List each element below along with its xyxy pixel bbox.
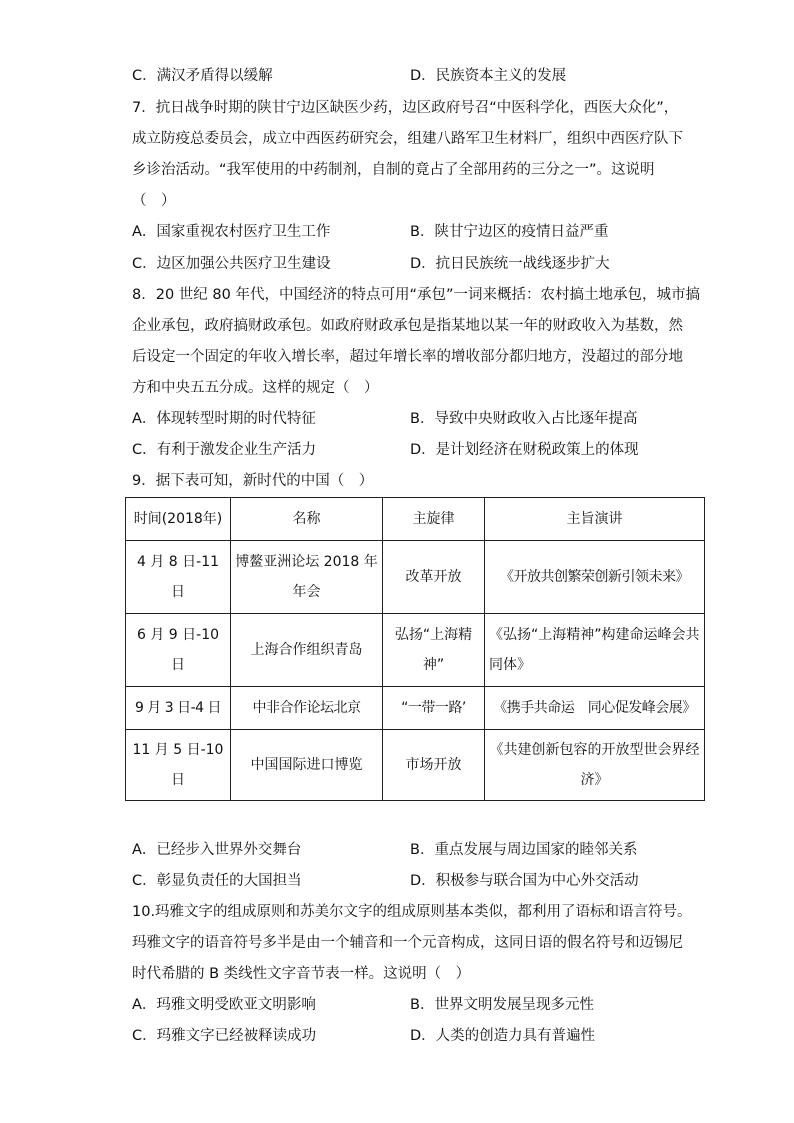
q9-option-c: C．彰显负责任的大国担当 — [132, 873, 302, 889]
q7-option-a: A．国家重视农村医疗卫生工作 — [132, 224, 331, 240]
cell-keynote: 《弘扬“上海精神”构建命运峰会共同体》 — [485, 614, 705, 687]
cell-name: 中国国际进口博览 — [231, 730, 383, 801]
q8-stem-line-3: 后设定一个固定的年收入增长率，超过年增长率的增收部分都归地方，没超过的部分地 — [132, 349, 683, 365]
q10-option-c: C．玛雅文字已经被释读成功 — [132, 1028, 317, 1044]
cell-time: 9 月 3 日-4 日 — [126, 687, 231, 730]
cell-keynote: 《共建创新包容的开放型世会界经济》 — [485, 730, 705, 801]
table-row — [126, 687, 705, 730]
cell-time: 4 月 8 日-11 日 — [126, 541, 231, 614]
cell-name: 博鳌亚洲论坛 2018 年年会 — [231, 541, 383, 614]
q9-stem: 9．据下表可知，新时代的中国（ ） — [132, 473, 374, 489]
q6-option-c: C．满汉矛盾得以缓解 — [132, 68, 273, 84]
q7-option-c: C．边区加强公共医疗卫生建设 — [132, 256, 331, 272]
header-name: 名称 — [231, 498, 383, 541]
q10-option-b: B．世界文明发展呈现多元性 — [410, 997, 594, 1013]
q10-stem-line-1: 10.玛雅文字的组成原则和苏美尔文字的组成原则基本类似，都利用了语标和语言符号。 — [132, 904, 692, 920]
cell-theme: “一带一路’ — [383, 687, 485, 730]
q9-option-a: A．已经步入世界外交舞台 — [132, 842, 302, 858]
q7-option-b: B．陕甘宁边区的疫情日益严重 — [410, 224, 609, 240]
cell-theme: 改革开放 — [383, 541, 485, 614]
cell-name: 上海合作组织青岛 — [231, 614, 383, 687]
q9-option-b: B．重点发展与周边国家的睦邻关系 — [410, 842, 638, 858]
cell-theme: 市场开放 — [383, 730, 485, 801]
q8-option-d: D．是计划经济在财税政策上的体现 — [410, 442, 639, 458]
header-keynote: 主旨演讲 — [485, 498, 705, 541]
cell-keynote: 《开放共创繁荣创新引领未来》 — [485, 541, 705, 614]
q6-option-d: D．民族资本主义的发展 — [410, 68, 567, 84]
q10-option-d: D．人类的创造力具有普遍性 — [410, 1028, 596, 1044]
q7-stem-line-3: 乡诊治活动。“我军使用的中药制剂，自制的竟占了全部用药的三分之一”。这说明 — [132, 162, 655, 178]
cell-time: 11 月 5 日-10 日 — [126, 730, 231, 801]
header-theme: 主旋律 — [383, 498, 485, 541]
header-time: 时间(2018年) — [126, 498, 231, 541]
events-table — [125, 497, 705, 801]
table-row — [126, 730, 705, 801]
table-row — [126, 614, 705, 687]
table-row — [126, 541, 705, 614]
cell-name: 中非合作论坛北京 — [231, 687, 383, 730]
q7-stem-line-4: （ ） — [132, 193, 176, 209]
q10-stem-line-3: 时代希腊的 B 类线性文字音节表一样。这说明（ ） — [132, 966, 471, 982]
cell-time: 6 月 9 日-10 日 — [126, 614, 231, 687]
q8-option-b: B．导致中央财政收入占比逐年提高 — [410, 411, 638, 427]
cell-keynote: 《携手共命运 同心促发峰会展》 — [485, 687, 705, 730]
q7-stem-line-2: 成立防疫总委员会，成立中西医药研究会，组建八路军卫生材料厂，组织中西医疗队下 — [132, 131, 683, 147]
q10-stem-line-2: 玛雅文字的语音符号多半是由一个辅音和一个元音构成，这同日语的假名符号和迈锡尼 — [132, 935, 683, 951]
q9-option-d: D．积极参与联合国为中心外交活动 — [410, 873, 639, 889]
table-header-row — [126, 498, 705, 541]
q7-option-d: D．抗日民族统一战线逐步扩大 — [410, 256, 610, 272]
q7-stem-line-1: 7．抗日战争时期的陕甘宁边区缺医少药，边区政府号召“中医科学化，西医大众化”， — [132, 100, 679, 116]
q10-option-a: A．玛雅文明受欧亚文明影响 — [132, 997, 316, 1013]
q8-stem-line-4: 方和中央五五分成。这样的规定（ ） — [132, 380, 379, 396]
cell-theme: 弘扬“上海精神” — [383, 614, 485, 687]
q8-stem-line-2: 企业承包，政府搞财政承包。如政府财政承包是指某地以某一年的财政收入为基数，然 — [132, 318, 683, 334]
q8-stem-line-1: 8．20 世纪 80 年代，中国经济的特点可用“承包”一词来概括：农村搞土地承包，城市搞 — [132, 287, 700, 303]
q8-option-a: A．体现转型时期的时代特征 — [132, 411, 316, 427]
q8-option-c: C．有利于激发企业生产活力 — [132, 442, 317, 458]
